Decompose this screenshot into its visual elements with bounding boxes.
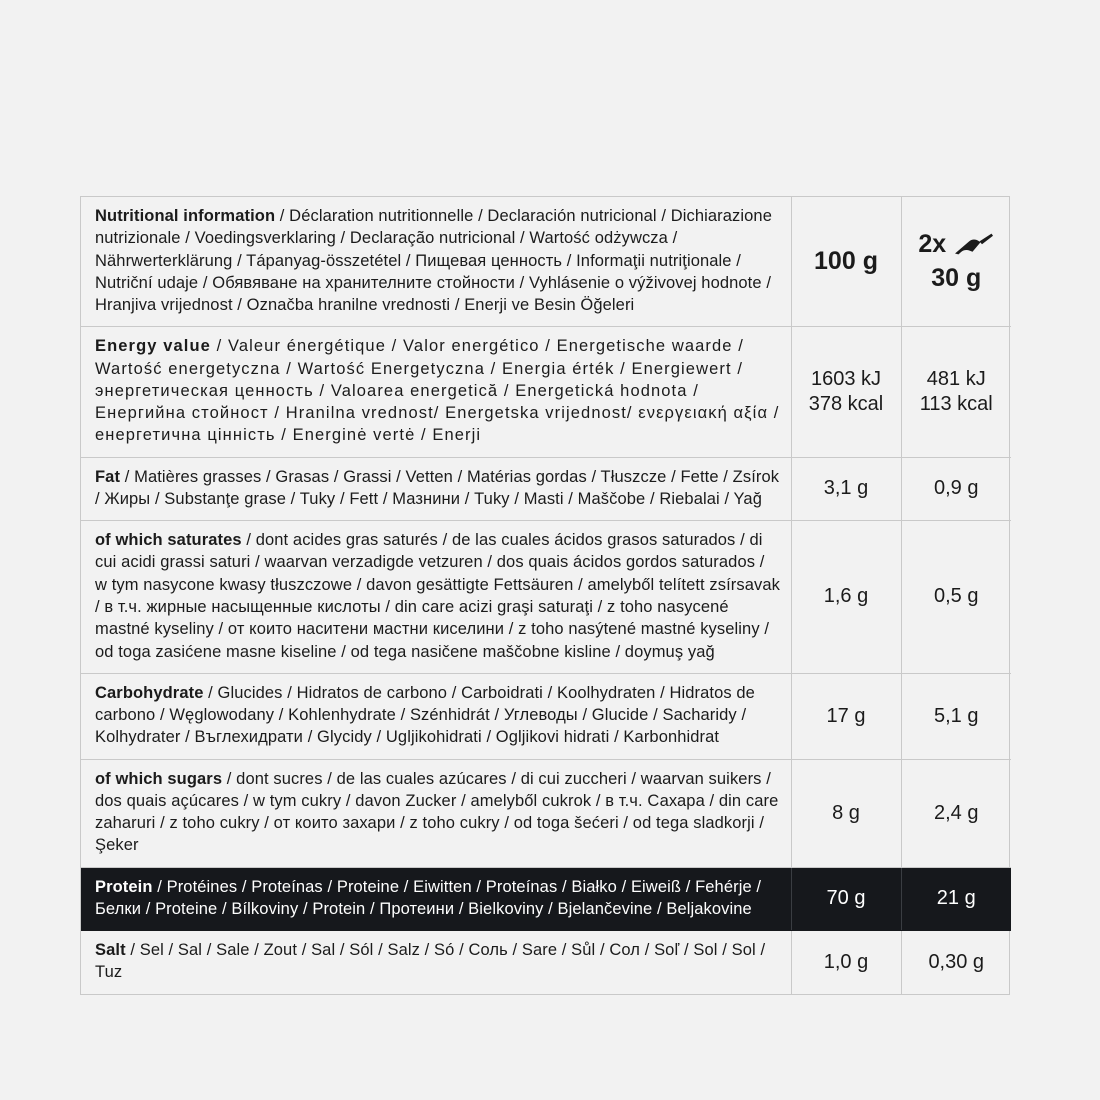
- saturates-label-cell: [81, 521, 791, 674]
- serving-size-label: 30 g: [931, 263, 982, 292]
- protein-translations: / Protéines / Proteínas / Proteine / Eiwitten / Proteínas / Białko / Eiweiß / Fehérje / Белки / Proteine / Bílkoviny / Protein / Протеини / Bielkoviny / Bjelančevine / Beljakovine: [95, 877, 762, 918]
- energy-label-cell: [81, 327, 791, 457]
- table-row: [81, 521, 1011, 674]
- salt-value-serving: 0,30 g: [928, 950, 985, 973]
- fat-label: [95, 466, 781, 511]
- energy-kj-100g: 1603 kJ: [810, 367, 882, 390]
- fat-translations: / Matières grasses / Grasas / Grassi / Vetten / Matérias gordas / Tłuszcze / Fette / Zsírok / Жиры / Substanţe grase / Tuky / Fett / Мазнини / Tuky / Masti / Maščobe / Riebalai / Yağ: [95, 467, 780, 508]
- protein-label: [95, 876, 781, 921]
- scoop-icon: [952, 232, 994, 258]
- energy-kcal-serving: 113 kcal: [919, 392, 993, 415]
- table-row: [81, 931, 1011, 994]
- header-translations: / Déclaration nutritionnelle / Declaración nutricional / Dichiarazione nutrizionale / Voedingsverklaring / Declaração nutricional / Wartość odżywcza / Nährwerterklärung / Tápanyag-összetétel / Пищевая ценность / Informaţii nutriţionale / Nutriční udaje / Обявяване на хранителните стойности / Vyhlásenie o výživovej hodnote / Hranjiva vrijednost / Označba hranilne vrednosti / Enerji ve Besin Öğeleri: [95, 207, 772, 315]
- salt-title: Salt: [95, 941, 126, 960]
- fat-value-100g: 3,1 g: [791, 457, 901, 521]
- energy-value-label: [95, 335, 781, 446]
- sugars-translations: / dont sucres / de las cuales azúcares / di cui zuccheri / waarvan suikers / dos quais açúcares / w tym cukry / davon Zucker / amelyből cukrok / в т.ч. Сахара / din care zaharuri / z toho cukry / от които захари / z toho cukry / od toga šećeri / od tega sladkorji / Şeker: [95, 769, 779, 855]
- carbohydrate-value-serving: 5,1 g: [901, 673, 1011, 759]
- protein-value-serving: 21 g: [901, 867, 1011, 931]
- energy-kcal-100g: 378 kcal: [808, 392, 884, 415]
- table-row: [81, 327, 1011, 457]
- carbohydrate-value-100g: 17 g: [791, 673, 901, 759]
- protein-title: Protein: [95, 877, 153, 896]
- energy-translations: / Valeur énergétique / Valor energético / Energetische waarde / Wartość energetyczna / Wartość Energetyczna / Energia érték / Energiewert / энергетическая ценность / Valoarea energetică / Energetická hodnota / Енергийна стойност / Hranilna vrednost/ Energetska vrijednost/ ενεργειακή αξία / енергетична цінність / Energinė vertė / Enerji: [95, 337, 780, 445]
- saturates-title: of which saturates: [95, 531, 242, 550]
- sugars-label: [95, 768, 781, 857]
- column-header-100g: [791, 197, 901, 327]
- column-header-serving: [901, 197, 1011, 327]
- salt-label-cell: [81, 931, 791, 994]
- energy-value-serving: [901, 327, 1011, 457]
- protein-label-cell: [81, 867, 791, 931]
- nutrition-table: [81, 197, 1011, 994]
- salt-label: [95, 939, 781, 984]
- nutritional-information-label: [95, 205, 781, 316]
- salt-value-100g: 1,0 g: [791, 931, 901, 994]
- saturates-value-100g: 1,6 g: [791, 521, 901, 674]
- table-header-row: [81, 197, 1011, 327]
- carbohydrate-label-cell: [81, 673, 791, 759]
- table-row: [81, 759, 1011, 867]
- nutrition-panel: [80, 196, 1010, 995]
- energy-kj-serving: 481 kJ: [926, 367, 986, 390]
- carbohydrate-label: [95, 682, 781, 749]
- sugars-label-cell: [81, 759, 791, 867]
- sugars-value-100g: 8 g: [791, 759, 901, 867]
- saturates-value-serving: 0,5 g: [901, 521, 1011, 674]
- table-row: [81, 457, 1011, 521]
- energy-value-100g: [791, 327, 901, 457]
- fat-title: Fat: [95, 467, 121, 486]
- energy-title: Energy value: [95, 337, 211, 356]
- protein-value-100g: 70 g: [791, 867, 901, 931]
- fat-label-cell: [81, 457, 791, 521]
- fat-value-serving: 0,9 g: [901, 457, 1011, 521]
- per-100g-label: 100 g: [814, 247, 878, 276]
- saturates-translations: / dont acides gras saturés / de las cuales ácidos grasos saturados / di cui acidi grassi saturi / waarvan verzadigde vetzuren / dos quais ácidos gordos saturados / w tym nasycone kwasy tłuszczowe / davon gesättigte Fettsäuren / amelyből telített zsírsavak / в т.ч. жирные насыщенные кислоты / din care acizi graşi saturaţi / z toho nasycené mastné kyseliny / от които наситени мастни киселини / z toho nasýtené mastné kyseliny / od toga zasićene masne kiseline / od tega nasičene maščobne kisline / doymuş yağ: [95, 531, 780, 661]
- carbohydrate-title: Carbohydrate: [95, 683, 204, 702]
- table-row: [81, 673, 1011, 759]
- saturates-label: [95, 529, 781, 663]
- sugars-title: of which sugars: [95, 769, 223, 788]
- sugars-value-serving: 2,4 g: [901, 759, 1011, 867]
- table-row-protein: [81, 867, 1011, 931]
- header-title: Nutritional information: [95, 207, 276, 225]
- header-label-cell: [81, 197, 791, 327]
- salt-translations: / Sel / Sal / Sale / Zout / Sal / Sól / Salz / Só / Соль / Sare / Sůl / Сол / Soľ / Sol / Sol / Tuz: [95, 941, 766, 982]
- serving-multiplier-label: 2x: [918, 230, 947, 259]
- carbohydrate-translations: / Glucides / Hidratos de carbono / Carboidrati / Koolhydraten / Hidratos de carbono / Węglowodany / Kohlenhydrate / Szénhidrát / Углеводы / Glucide / Sacharidy / Kolhydrater / Въглехидрати / Glycidy / Ugljikohidrati / Ogljikovi hidrati / Karbonhidrat: [95, 683, 755, 747]
